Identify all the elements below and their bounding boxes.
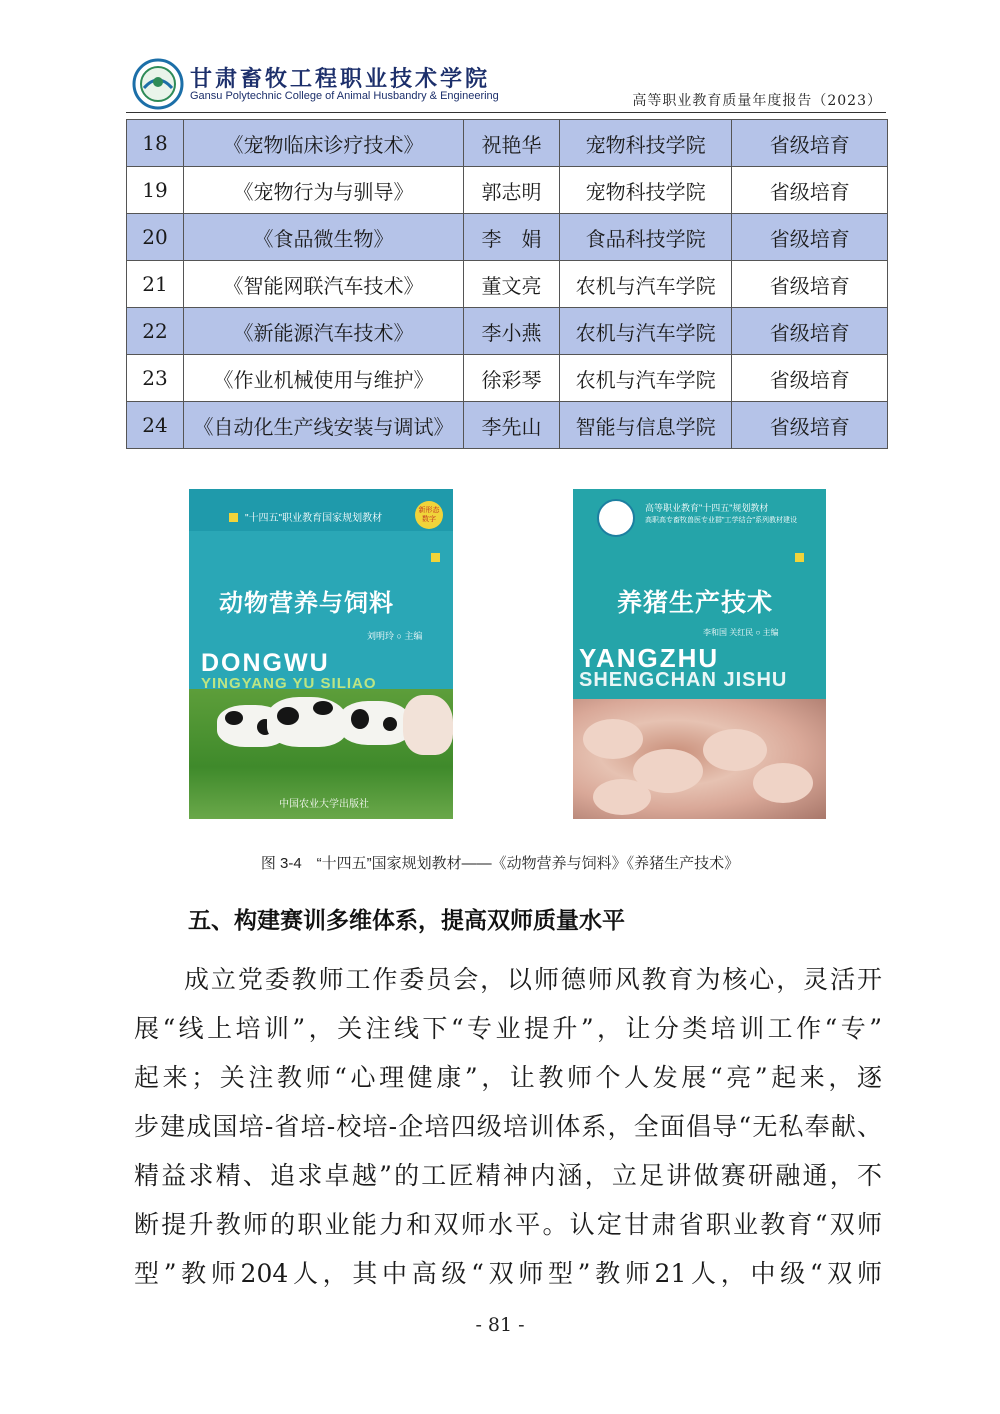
college-name: 农机与汽车学院	[559, 355, 732, 402]
college-name: 宠物科技学院	[559, 167, 732, 214]
body-line: 步建成国培-省培-校培-企培四级培训体系，全面倡导“无私奉献、	[134, 1112, 882, 1141]
body-line: 型”教师204人，其中高级“双师型”教师21人，中级“双师	[134, 1259, 882, 1288]
header-divider	[126, 112, 886, 113]
textbook-title: 《作业机械使用与维护》	[183, 355, 463, 402]
row-number: 20	[127, 214, 184, 261]
level-label: 省级培育	[732, 261, 888, 308]
person-name: 董文亮	[464, 261, 560, 308]
cover2-series-line2: 高职高专畜牧兽医专业群"工学结合"系列教材建设	[645, 517, 797, 524]
college-logo-icon	[132, 58, 184, 110]
textbook-table	[126, 119, 888, 449]
textbook-title: 《食品微生物》	[183, 214, 463, 261]
body-line: 精益求精、追求卓越”的工匠精神内涵，立足讲做赛研融通，不	[134, 1161, 882, 1190]
figure-caption: 图 3-4 “十四五”国家规划教材——《动物营养与饲料》《养猪生产技术》	[260, 855, 740, 872]
body-paragraph	[134, 955, 882, 1298]
person-name: 郭志明	[464, 167, 560, 214]
page-number: - 81 -	[475, 1314, 525, 1336]
textbook-title: 《智能网联汽车技术》	[183, 261, 463, 308]
person-name: 李 娟	[464, 214, 560, 261]
publisher-logo-icon	[597, 499, 635, 537]
cover1-title: 动物营养与饲料	[219, 588, 394, 617]
cow-image	[267, 697, 347, 747]
cover1-author: 刘明玲 ○ 主编	[367, 631, 423, 641]
page-header	[0, 0, 1000, 120]
cover2-title: 养猪生产技术	[617, 588, 774, 617]
body-line: 起来；关注教师“心理健康”，让教师个人发展“亮”起来，逐	[134, 1063, 882, 1092]
book-cover-pig-production	[573, 489, 826, 819]
college-name-en: Gansu Polytechnic College of Animal Husbandry & Engineering	[190, 90, 499, 102]
level-label: 省级培育	[732, 120, 888, 167]
row-number: 22	[127, 308, 184, 355]
cover1-publisher: 中国农业大学出版社	[279, 799, 369, 810]
table-row	[127, 402, 888, 449]
row-number: 23	[127, 355, 184, 402]
pig-image	[403, 695, 453, 755]
person-name: 徐彩琴	[464, 355, 560, 402]
piglets-image	[573, 699, 826, 819]
textbook-title: 《自动化生产线安装与调试》	[183, 402, 463, 449]
report-title: 高等职业教育质量年度报告（2023）	[632, 93, 882, 109]
table-row	[127, 261, 888, 308]
level-label: 省级培育	[732, 402, 888, 449]
yellow-square-icon	[431, 553, 440, 562]
person-name: 李先山	[464, 402, 560, 449]
table-row	[127, 355, 888, 402]
body-line: 展“线上培训”，关注线下“专业提升”，让分类培训工作“专”	[134, 1014, 882, 1043]
book-cover-animal-nutrition	[189, 489, 453, 819]
cover2-pinyin-line1: YANGZHU	[579, 643, 720, 673]
textbook-title: 《新能源汽车技术》	[183, 308, 463, 355]
table-row	[127, 167, 888, 214]
college-name: 智能与信息学院	[559, 402, 732, 449]
level-label: 省级培育	[732, 308, 888, 355]
body-line: 断提升教师的职业能力和双师水平。认定甘肃省职业教育“双师	[134, 1210, 882, 1239]
row-number: 21	[127, 261, 184, 308]
textbook-title: 《宠物行为与驯导》	[183, 167, 463, 214]
cover2-author: 李和国 关红民 ○ 主编	[703, 628, 779, 637]
college-name: 宠物科技学院	[559, 120, 732, 167]
body-line: 成立党委教师工作委员会，以师德师风教育为核心，灵活开	[184, 965, 882, 994]
row-number: 24	[127, 402, 184, 449]
cover1-pinyin-line1: DONGWU	[201, 649, 330, 677]
college-name-cn: 甘肃畜牧工程职业技术学院	[190, 66, 491, 92]
cover1-series: "十四五"职业教育国家规划教材	[245, 513, 383, 524]
college-name: 农机与汽车学院	[559, 308, 732, 355]
table-row	[127, 120, 888, 167]
row-number: 18	[127, 120, 184, 167]
table-row	[127, 308, 888, 355]
cover2-pinyin-line2: SHENGCHAN JISHU	[579, 669, 788, 691]
cow-image	[339, 701, 411, 745]
cover1-badge: 新形态 数字	[415, 501, 443, 529]
level-label: 省级培育	[732, 355, 888, 402]
table-row	[127, 214, 888, 261]
textbook-title: 《宠物临床诊疗技术》	[183, 120, 463, 167]
college-name: 农机与汽车学院	[559, 261, 732, 308]
person-name: 李小燕	[464, 308, 560, 355]
row-number: 19	[127, 167, 184, 214]
section-heading: 五、构建赛训多维体系，提高双师质量水平	[188, 908, 625, 934]
yellow-square-icon	[795, 553, 804, 562]
yellow-square-icon	[229, 513, 238, 522]
level-label: 省级培育	[732, 167, 888, 214]
level-label: 省级培育	[732, 214, 888, 261]
cover1-pinyin-line2: YINGYANG YU SILIAO	[201, 675, 377, 692]
college-name: 食品科技学院	[559, 214, 732, 261]
cover2-series-line1: 高等职业教育"十四五"规划教材	[645, 503, 769, 513]
person-name: 祝艳华	[464, 120, 560, 167]
